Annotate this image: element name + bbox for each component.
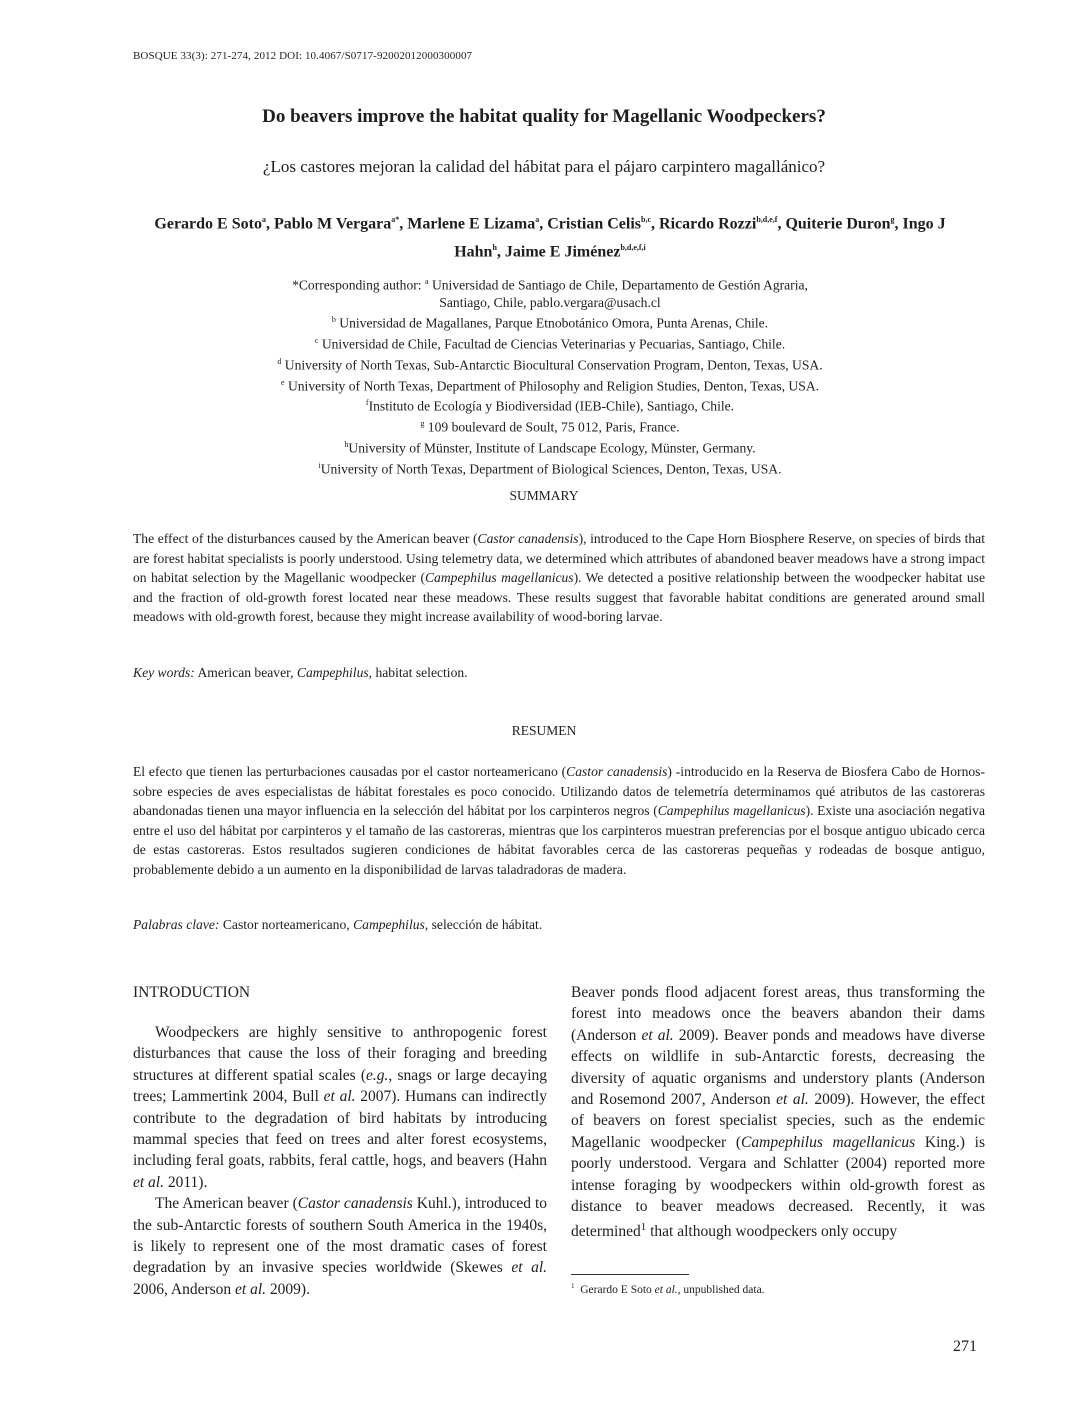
resumen-heading: RESUMEN	[511, 723, 577, 738]
affiliations	[150, 273, 950, 478]
author: Quiterie Duron	[785, 215, 891, 233]
affiliation-a: *Corresponding author: $^a$ Universidad de Santiago de Chile, Departamento de Gestión Agraria,	[292, 277, 808, 293]
paragraph: Woodpeckers are highly sensitive to anthropogenic forest disturbances that cause the loss of their foraging and breeding structures at different spatial scales (e.g., snags or large decaying trees; Lammertink 2004, Bull et al. 2007). Humans can indirectly contribute to the degradation of bird habitats by introducing mammal species that feed on trees and alter forest ecosystems, including feral goats, rabbits, feral cattle, hogs, and beavers (Hahn et al. 2011).	[133, 1024, 547, 1191]
affiliation-b: $^b$ Universidad de Magallanes, Parque Etnobotánico Omora, Punta Arenas, Chile.	[331, 315, 769, 331]
key-words: Key words: American beaver, Campephilus, habitat selection.	[133, 665, 468, 680]
author: Ingo J Hahn	[454, 215, 946, 261]
affiliation-i: $^i$University of North Texas, Department of Biological Sciences, Denton, Texas, USA.	[318, 460, 782, 477]
introduction-heading: INTRODUCTION	[133, 984, 251, 1001]
affiliation-g: $^g$ 109 boulevard de Soult, 75 012, Paris, France.	[420, 419, 680, 435]
palabras-clave: Palabras clave: Castor norteamericano, Campephilus, selección de hábitat.	[133, 917, 543, 932]
author: Cristian Celis	[547, 215, 642, 233]
affiliation-f: $^f$Instituto de Ecología y Biodiversidad (IEB-Chile), Santiago, Chile.	[365, 398, 735, 414]
paper-subtitle: ¿Los castores mejoran la calidad del hábitat para el pájaro carpintero magallánico?	[262, 157, 826, 176]
author-affiliation-mark: a	[261, 215, 266, 224]
footnote: $^1$ Gerardo E Soto et al., unpublished data.	[571, 1282, 765, 1296]
author: Ricardo Rozzi	[659, 215, 757, 233]
author: Gerardo E Soto	[154, 215, 262, 233]
footnote-ref[interactable]: 1	[640, 1221, 647, 1234]
affiliation-c: $^c$ Universidad de Chile, Facultad de Ciencias Veterinarias y Pecuarias, Santiago, Chile.	[314, 335, 786, 352]
author: Marlene E Lizama	[407, 215, 536, 233]
author-affiliation-mark: a*	[391, 215, 400, 224]
paper-title: Do beavers improve the habitat quality for Magellanic Woodpeckers?	[262, 106, 826, 127]
author: Pablo M Vergara	[273, 215, 392, 233]
resumen-text: El efecto que tienen las perturbaciones causadas por el castor norteamericano (Castor canadensis) -introducido en la Reserva de Biosfera Cabo de Hornos- sobre especies de aves especialistas de hábitat forestales es poco conocido. Utilizando datos de telemetría determinamos qué atributos de las castoreras abandonadas tienen una mayor influencia en la selección del hábitat por los carpinteros negros (Campephilus magellanicus). Existe una asociación negativa entre el uso del hábitat por carpinteros y el tamaño de las castoreras, mientras que los carpinteros muestran preferencias por el bosque antiguo ubicado cerca de estas castoreras. Estos resultados sugieren condiciones de hábitat favorables cerca de las castoreras pequeñas y rodeadas de bosque antiguo, probablemente debido a un aumento en la disponibilidad de larvas taladradoras de madera.	[133, 764, 985, 877]
affiliation-h: $^h$University of Münster, Institute of Landscape Ecology, Münster, Germany.	[344, 440, 756, 456]
author-affiliation-mark: h	[492, 243, 497, 253]
summary-heading: SUMMARY	[509, 488, 579, 503]
author-list: Gerardo E Soto$^a$, Pablo M Vergara$^{a*}$, Marlene E Lizama$^a$, Cristian Celis$^{b,c}$, Ricardo Rozzi$^{b,d,e,f}$, Quiterie Duron$^g$, Ingo J Hahn$^h$, Jaime E Jiménez$^{b,d,e,f,i}$	[154, 215, 946, 261]
paragraph: The American beaver (Castor canadensis Kuhl.), introduced to the sub-Antarctic forests of southern South America in the 1940s, is likely to represent one of the most dramatic cases of forest degradation by an invasive species worldwide (Skewes et al. 2006, Anderson et al. 2009).	[133, 1195, 548, 1298]
journal-header: BOSQUE 33(3): 271-274, 2012 DOI: 10.4067/S0717-92002012000300007	[133, 50, 473, 62]
summary-text: The effect of the disturbances caused by the American beaver (Castor canadensis), introduced to the Cape Horn Biosphere Reserve, on species of birds that are forest habitat specialists is poorly understood. Using telemetry data, we determined which attributes of abandoned beaver meadows have a strong impact on habitat selection by the Magellanic woodpecker (Campephilus magellanicus). We detected a positive relationship between the woodpecker habitat use and the fraction of old-growth forest located near these meadows. These results suggest that favorable habitat conditions are generated around small meadows with old-growth forest, because they might increase availability of wood-boring larvae.	[133, 531, 985, 625]
author-affiliation-mark: b,d,e,f	[756, 215, 778, 224]
affiliation-e: $^e$ University of North Texas, Department of Philosophy and Religion Studies, Denton, Texas, USA.	[280, 377, 820, 394]
left-column	[133, 1022, 547, 1300]
page-number: 271	[953, 1338, 977, 1355]
author-affiliation-mark: b,c	[641, 215, 652, 224]
affiliation-d: $^d$ University of North Texas, Sub-Antarctic Biocultural Conservation Program, Denton, Texas, USA.	[277, 356, 823, 373]
paragraph: Beaver ponds flood adjacent forest areas, thus transforming the forest into meadows once the beavers abandon their dams (Anderson et al. 2009). Beaver ponds and meadows have diverse effects on wildlife in sub-Antarctic forests, decreasing the diversity of aquatic organisms and understory plants (Anderson and Rosemond 2007, Anderson et al. 2009). However, the effect of beavers on forest specialist species, such as the endemic Magellanic woodpecker (Campephilus magellanicus King.) is poorly understood. Vergara and Schlatter (2004) reported more intense foraging by woodpeckers within old-growth forest as distance to beaver meadows decreased. Recently, it was determined$^1$ that although woodpeckers only occupy	[571, 984, 985, 1241]
affiliation-a-cont: Santiago, Chile, pablo.vergara@usach.cl	[439, 294, 661, 310]
author-affiliation-mark: a	[535, 215, 540, 224]
right-column	[571, 982, 985, 1243]
author-affiliation-mark: b,d,e,f,i	[620, 243, 646, 253]
author-affiliation-mark: g	[890, 215, 895, 224]
footnote-divider	[571, 1274, 689, 1275]
author: Jaime E Jiménez	[504, 243, 621, 261]
